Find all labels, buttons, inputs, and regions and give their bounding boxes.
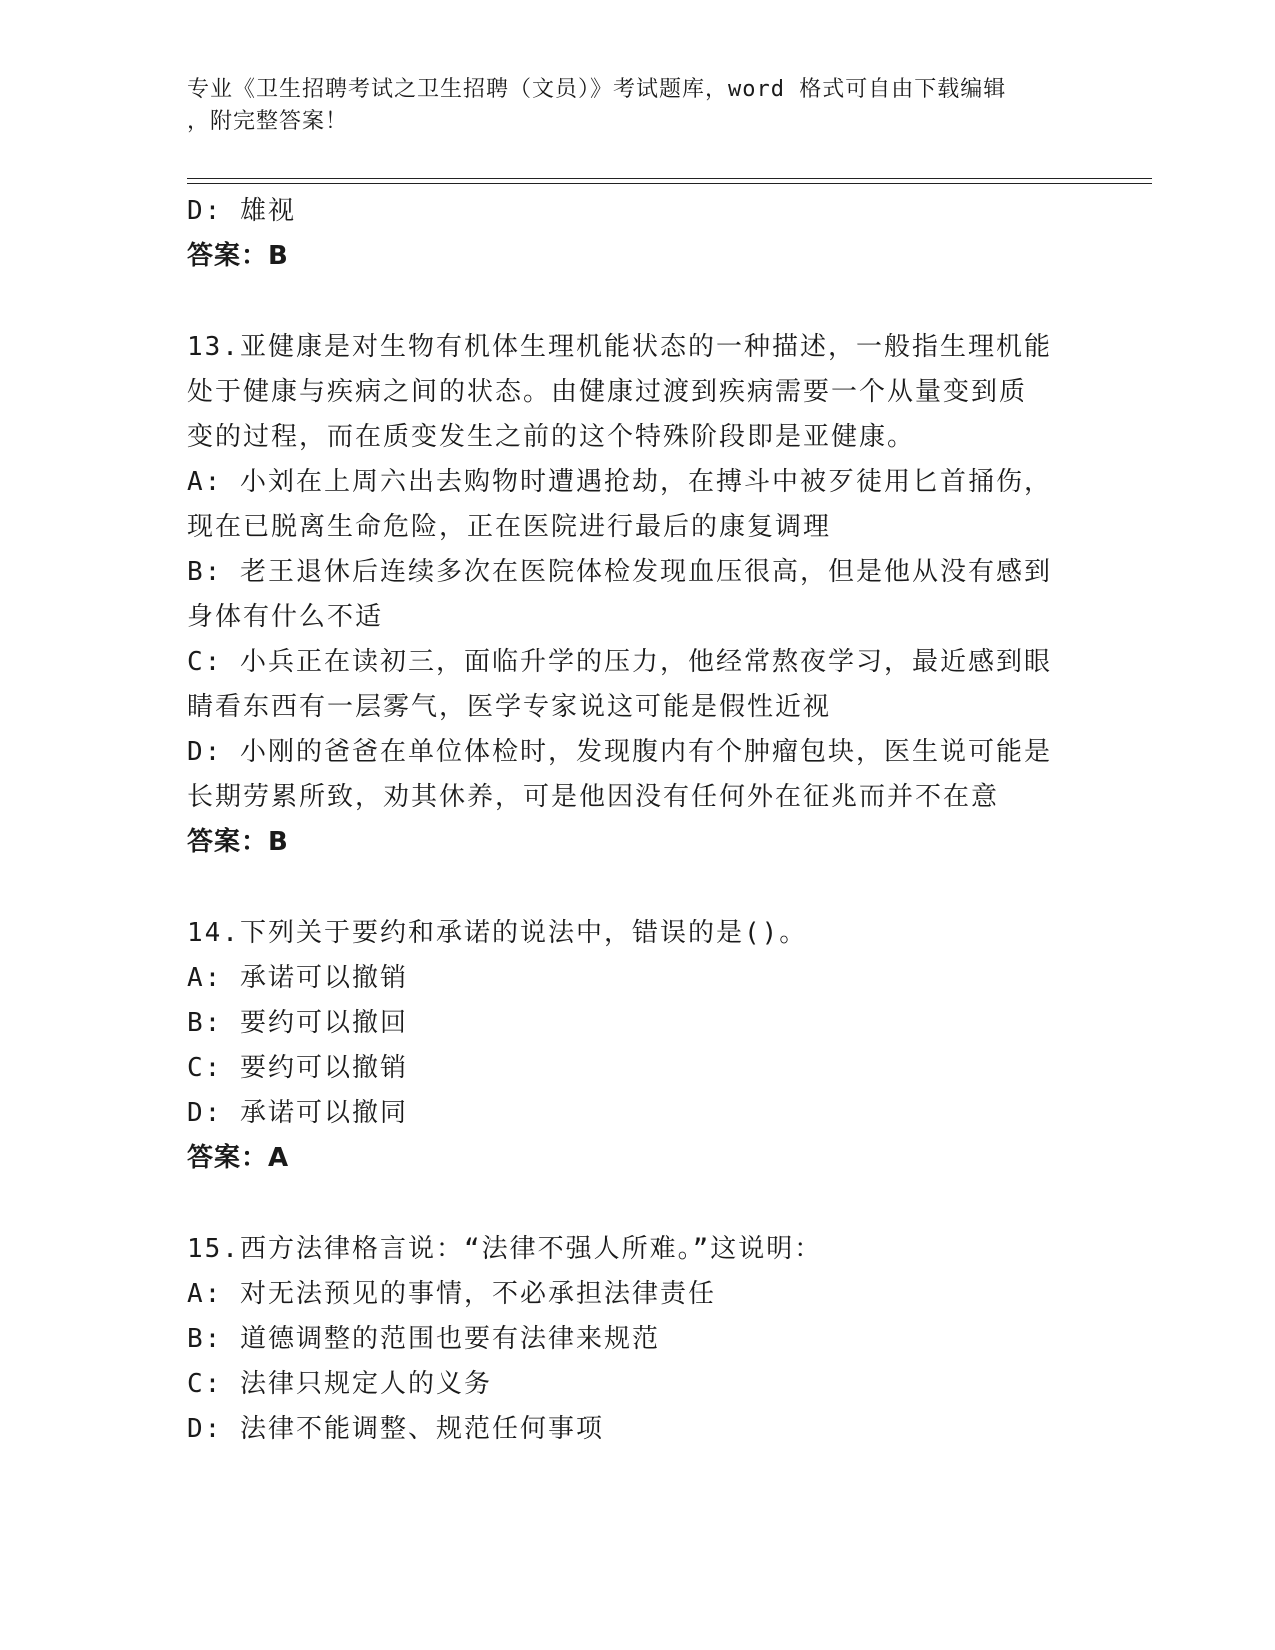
header-line-2: ，附完整答案！ [187,109,349,134]
q14-option-c: C: 要约可以撤销 [187,1053,408,1083]
q13-option-b-line-2: 身体有什么不适 [187,602,384,632]
q13-option-a-line-2: 现在已脱离生命危险，正在医院进行最后的康复调理 [187,512,832,542]
question-13 [187,325,1087,865]
spacer [187,279,1087,325]
q13-option-d-line-2: 长期劳累所致，劝其休养，可是他因没有任何外在征兆而并不在意 [187,782,1000,812]
q14-option-d: D: 承诺可以撤同 [187,1098,408,1128]
q13-stem-line-2: 处于健康与疾病之间的状态。由健康过渡到疾病需要一个从量变到质 [187,377,1028,407]
document-header [187,74,1067,138]
q13-option-c-line-1: C: 小兵正在读初三，面临升学的压力，他经常熬夜学习，最近感到眼 [187,647,1052,677]
question-14 [187,911,1087,1181]
q14-stem: 14.下列关于要约和承诺的说法中，错误的是()。 [187,918,808,948]
q13-stem-line-3: 变的过程，而在质变发生之前的这个特殊阶段即是亚健康。 [187,422,916,452]
q15-stem: 15.西方法律格言说：“法律不强人所难。”这说明： [187,1234,823,1264]
q14-option-b: B: 要约可以撤回 [187,1008,408,1038]
document-body [187,189,1087,1452]
q15-option-a: A: 对无法预见的事情，不必承担法律责任 [187,1279,716,1309]
prev-option-d: D: 雄视 [187,196,296,226]
q13-option-c-line-2: 睛看东西有一层雾气，医学专家说这可能是假性近视 [187,692,832,722]
q15-option-d: D: 法律不能调整、规范任何事项 [187,1414,604,1444]
q13-answer: 答案：B [187,827,289,857]
q13-option-d-line-1: D: 小刚的爸爸在单位体检时，发现腹内有个肿瘤包块，医生说可能是 [187,737,1052,767]
q14-answer: 答案：A [187,1143,290,1173]
q15-option-b: B: 道德调整的范围也要有法律来规范 [187,1324,660,1354]
q15-option-c: C: 法律只规定人的义务 [187,1369,492,1399]
question-15 [187,1227,1087,1452]
spacer [187,1181,1087,1227]
q13-option-b-line-1: B: 老王退休后连续多次在医院体检发现血压很高，但是他从没有感到 [187,557,1052,587]
q13-option-a-line-1: A: 小刘在上周六出去购物时遭遇抢劫，在搏斗中被歹徒用匕首捅伤， [187,467,1052,497]
q14-option-a: A: 承诺可以撤销 [187,963,408,993]
header-rule-top [187,178,1152,179]
spacer [187,865,1087,911]
q13-stem-line-1: 13.亚健康是对生物有机体生理机能状态的一种描述，一般指生理机能 [187,332,1052,362]
header-rule-bottom [187,183,1152,184]
header-line-1: 专业《卫生招聘考试之卫生招聘（文员）》考试题库，word 格式可自由下载编辑 [187,77,1007,102]
prev-answer: 答案：B [187,241,289,271]
